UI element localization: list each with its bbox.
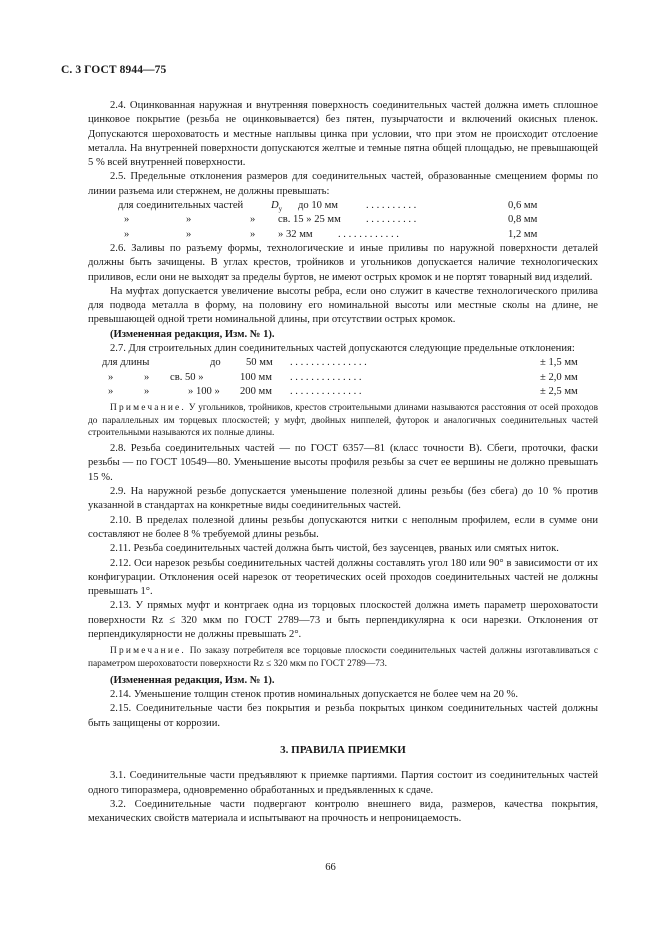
- deviation-table-form: [88, 199, 598, 242]
- clause-2-12: 2.12. Оси нарезок резьбы соединительных частей должны составлять угол 180 или 90° в зависимости от их конфигурации. Отклонения осей нарезок от теоретических осей проходов соединительных частей не должны превышать 1°.: [88, 557, 598, 598]
- clause-3-1: 3.1. Соединительные части предъявляют к приемке партиями. Партия состоит из соединительных частей одного типоразмера, одновременно обработанных и предъявленных к сдаче.: [88, 770, 598, 796]
- clause-2-13: 2.13. У прямых муфт и контргаек одна из торцовых плоскостей должна иметь параметр шероховатости поверхности Rz ≤ 320 мкм по ГОСТ 2789—73 и быть перпендикулярна к оси нарезки. Отклонения от перпендикулярности не должны превышать 2°.: [88, 600, 598, 640]
- clause-2-4: 2.4. Оцинкованная наружная и внутренняя поверхность соединительных частей должна иметь сплошное цинковое покрытие (резьба не оцинковывается) без пятен, пузырчатости и включений окисных пленок. Допускаются шероховатость и местные наплывы цинка при условии, что при этом не происходит отслоение металла. На внутренней поверхности допускаются желтые и темные пятна общей площадью, не превышающей 5 % всей внутренней поверхности.: [88, 100, 598, 169]
- note-roughness: Примечание. По заказу потребителя все торцовые плоскости соединительных частей должны изготавливаться с параметром шероховатости поверхности Rz ≤ 320 мкм по ГОСТ 2789—73.: [88, 646, 599, 669]
- deviation-table-length: [88, 356, 598, 399]
- clause-3-2: 3.2. Соединительные части подвергают контролю внешнего вида, размеров, качества покрытия, механических свойств материала и испытывают на прочность и непроницаемость.: [88, 798, 598, 825]
- clause-2-11: 2.11. Резьба соединительных частей должна быть чистой, без заусенцев, рваных или смятых ниток.: [110, 543, 559, 555]
- note-building-lengths: Примечание. У угольников, тройников, крестов строительными длинами называются расстояния от осей проходов до параллельных им торцевых плоскостей; у муфт, двойных ниппелей, футорок и аналогичных соединительных частей строительными называются их полные длины.: [88, 403, 599, 438]
- table-row: » » » » 32 мм . . . . . . . . . . . . 1,2 мм: [124, 228, 538, 240]
- clause-2-5: 2.5. Предельные отклонения размеров для соединительных частей, образованные смещением формы по линии разъема или стержнем, не должны превышать:: [88, 171, 598, 197]
- table-row: » » » 100 » 200 мм . . . . . . . . . . . . . . ± 2,5 мм: [108, 385, 578, 397]
- table-row: » » » св. 15 » 25 мм . . . . . . . . . . 0,8 мм: [124, 214, 538, 226]
- amendment-note: (Измененная редакция, Изм. № 1).: [110, 674, 275, 686]
- page-content: [88, 99, 598, 827]
- clause-2-9: 2.9. На наружной резьбе допускается уменьшение полезной длины резьбы (без сбега) до 10 % против указанной в стандартах на конкретные виды соединительных частей.: [88, 486, 598, 512]
- clause-2-7: 2.7. Для строительных длин соединительных частей допускаются следующие предельные отклонения:: [110, 343, 575, 355]
- table-row: для соединительных частей $D_у$ до 10 мм . . . . . . . . . . 0,6 мм: [118, 200, 538, 214]
- clause-2-10: 2.10. В пределах полезной длины резьбы допускаются нитки с неполным профилем, если в сумме они составляют не более 8 % требуемой длины резьбы.: [88, 514, 598, 540]
- table-row: для длины до 50 мм . . . . . . . . . . . . . . . ± 1,5 мм: [102, 357, 578, 369]
- page-number: 66: [325, 862, 336, 873]
- clause-2-6: 2.6. Заливы по разъему формы, технологические и иные приливы по наружной поверхности деталей должны быть зачищены. В углах крестов, тройников и угольников допускается наличие технологических приливов, если они не выходят за пределы буртов, не имеют острых кромок и не портят товарный вид изделий.: [88, 242, 598, 283]
- clause-2-8: 2.8. Резьба соединительных частей — по ГОСТ 6357—81 (класс точности В). Сбеги, проточки, фаски резьбы — по ГОСТ 10549—80. Уменьшение высоты профиля резьбы за счет ее вершины не должно превышать 15 %.: [88, 443, 598, 483]
- clause-2-6-couplings: На муфтах допускается увеличение высоты ребра, если оно служит в качестве технологического прилива для подвода металла в форму, на половину его номинальной высоты или местные сколы на длине, не превышающей одной трети номинальной длины, при отсутствии острых кромок.: [88, 285, 598, 326]
- amendment-note: (Измененная редакция, Изм. № 1).: [110, 328, 275, 340]
- page-header: С. 3 ГОСТ 8944—75: [61, 64, 167, 76]
- clause-2-14: 2.14. Уменьшение толщин стенок против номинальных допускается не более чем на 20 %.: [110, 689, 519, 701]
- table-row: » » св. 50 » 100 мм . . . . . . . . . . . . . . ± 2,0 мм: [108, 371, 578, 383]
- section-heading: 3. ПРАВИЛА ПРИЕМКИ: [280, 744, 406, 757]
- clause-2-15: 2.15. Соединительные части без покрытия и резьба покрытых цинком соединительных частей должны быть защищены от коррозии.: [88, 703, 598, 729]
